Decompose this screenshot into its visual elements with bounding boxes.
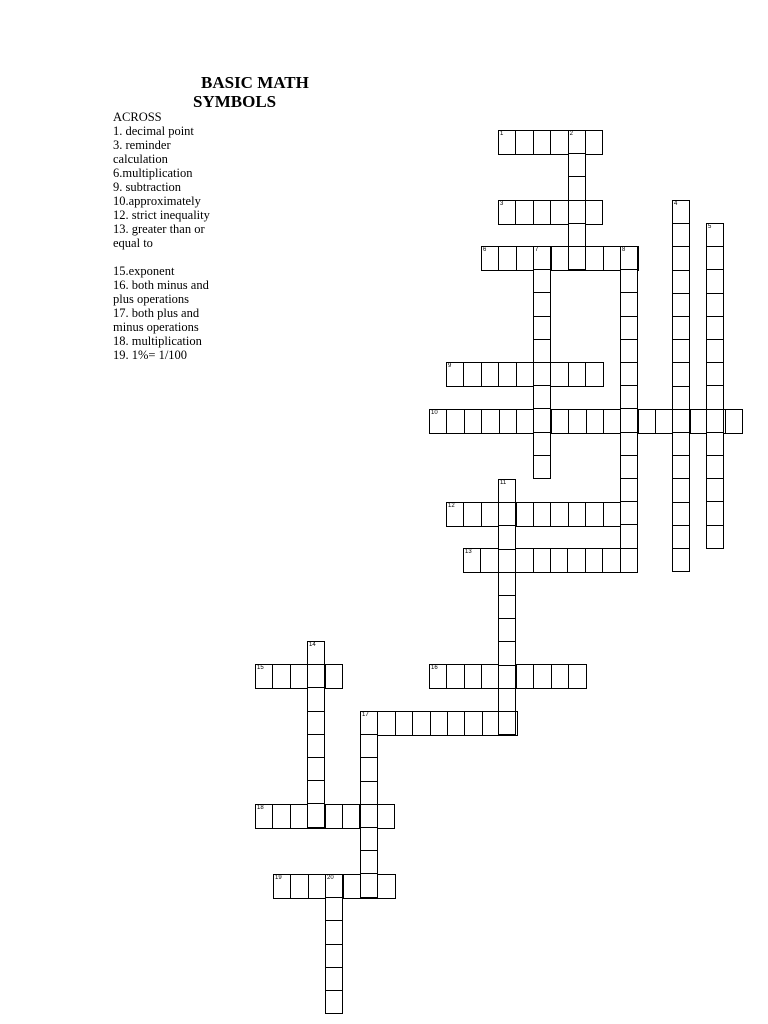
crossword-cell[interactable] [498,130,516,155]
crossword-cell[interactable] [498,595,516,619]
crossword-cell[interactable] [585,548,603,573]
clue-number: 17 [362,712,369,718]
crossword-cell[interactable] [620,408,638,432]
crossword-cell[interactable] [342,804,360,829]
crossword-cell[interactable] [672,502,690,526]
across-heading: ACROSS [113,110,162,124]
crossword-cell[interactable] [515,200,533,225]
crossword-cell[interactable] [360,734,378,758]
crossword-cell[interactable] [498,665,516,689]
crossword-cell[interactable] [585,362,603,387]
clue-line: 1. decimal point [113,124,194,138]
crossword-cell[interactable] [620,316,638,340]
crossword-cell[interactable] [533,362,551,387]
crossword-cell[interactable] [412,711,430,736]
crossword-cell[interactable] [307,780,325,804]
crossword-cell[interactable] [603,246,621,271]
crossword-cell[interactable] [377,874,395,899]
clue-number: 14 [309,642,316,648]
crossword-cell[interactable] [533,432,551,456]
crossword-cell[interactable] [567,548,585,573]
clue-line: 10.approximately [113,194,201,208]
clue-number: 15 [257,665,264,671]
crossword-cell[interactable] [568,176,586,200]
clue-number: 19 [275,875,282,881]
crossword-cell[interactable] [568,362,586,387]
crossword-cell[interactable] [672,386,690,410]
crossword-cell[interactable] [498,200,516,225]
crossword-cell[interactable] [620,478,638,502]
clue-line: 6.multiplication [113,166,193,180]
crossword-cell[interactable] [481,664,499,689]
crossword-cell[interactable] [498,711,516,735]
clue-number: 13 [465,549,472,555]
crossword-cell[interactable] [498,572,516,596]
crossword-cell[interactable] [307,757,325,781]
crossword-cell[interactable] [360,804,378,828]
clue-number: 3 [500,201,504,207]
crossword-cell[interactable] [672,270,690,294]
clue-line: calculation [113,152,168,166]
crossword-cell[interactable] [533,200,551,225]
crossword-cell[interactable] [325,804,343,829]
crossword-cell[interactable] [568,664,586,689]
crossword-cell[interactable] [672,293,690,317]
crossword-cell[interactable] [706,223,724,247]
crossword-cell[interactable] [706,362,724,386]
crossword-cell[interactable] [273,874,291,899]
crossword-cell[interactable] [533,246,551,270]
crossword-cell[interactable] [706,525,724,549]
crossword-cell[interactable] [706,246,724,270]
crossword-cell[interactable] [307,734,325,758]
crossword-cell[interactable] [638,409,656,434]
crossword-cell[interactable] [568,409,586,434]
crossword-cell[interactable] [620,548,638,573]
clue-line: minus operations [113,320,199,334]
clue-number: 2 [569,131,573,137]
crossword-cell[interactable] [481,502,499,527]
crossword-cell[interactable] [706,385,724,409]
clue-line: 18. multiplication [113,334,202,348]
crossword-cell[interactable] [429,664,447,689]
crossword-cell[interactable] [463,548,481,573]
crossword-cell[interactable] [395,711,413,736]
crossword-cell[interactable] [706,478,724,502]
crossword-cell[interactable] [307,641,325,665]
clue-line: 15.exponent [113,264,175,278]
clue-number: 20 [327,875,334,881]
crossword-cell[interactable] [308,874,326,899]
crossword-cell[interactable] [672,316,690,340]
crossword-cell[interactable] [672,362,690,386]
crossword-cell[interactable] [706,432,724,456]
crossword-cell[interactable] [516,502,534,527]
crossword-cell[interactable] [325,967,343,991]
crossword-cell[interactable] [586,409,604,434]
crossword-cell[interactable] [255,804,273,829]
crossword-cell[interactable] [498,641,516,665]
crossword-cell[interactable] [620,292,638,316]
clue-number: 4 [674,201,678,207]
crossword-cell[interactable] [568,246,586,270]
crossword-cell[interactable] [325,944,343,968]
clue-line: equal to [113,236,153,250]
crossword-cell[interactable] [360,850,378,874]
clue-number: 12 [448,503,455,509]
crossword-cell[interactable] [516,246,534,271]
crossword-cell[interactable] [620,362,638,386]
crossword-cell[interactable] [568,502,586,527]
crossword-cell[interactable] [446,664,464,689]
clue-number: 11 [500,480,507,486]
crossword-cell[interactable] [498,246,516,271]
crossword-cell[interactable] [620,501,638,525]
crossword-cell[interactable] [498,618,516,642]
crossword-cell[interactable] [307,664,325,688]
crossword-cell[interactable] [481,362,499,387]
crossword-cell[interactable] [516,664,534,689]
crossword-cell[interactable] [603,409,621,434]
crossword-cell[interactable] [290,874,308,899]
clue-line: 16. both minus and [113,278,209,292]
clue-line: 12. strict inequality [113,208,210,222]
crossword-cell[interactable] [325,920,343,944]
crossword-cell[interactable] [463,502,481,527]
crossword-cell[interactable] [498,479,516,503]
clue-number: 5 [708,224,712,230]
crossword-cell[interactable] [464,409,482,434]
crossword-cell[interactable] [706,455,724,479]
crossword-cell[interactable] [481,246,499,271]
crossword-cell[interactable] [602,548,620,573]
crossword-cell[interactable] [325,990,343,1014]
crossword-cell[interactable] [706,501,724,525]
crossword-cell[interactable] [551,246,569,271]
crossword-cell[interactable] [585,200,603,225]
crossword-cell[interactable] [307,803,325,827]
crossword-cell[interactable] [272,664,290,689]
puzzle-title-line1: BASIC MATH [201,73,309,92]
clue-number: 6 [483,247,487,253]
crossword-cell[interactable] [551,664,569,689]
crossword-cell[interactable] [307,711,325,735]
crossword-cell[interactable] [620,455,638,479]
crossword-cell[interactable] [290,804,308,829]
crossword-cell[interactable] [498,502,516,526]
crossword-cell[interactable] [480,548,498,573]
crossword-cell[interactable] [706,316,724,340]
crossword-cell[interactable] [672,409,690,433]
crossword-cell[interactable] [672,548,690,572]
crossword-cell[interactable] [655,409,673,434]
crossword-cell[interactable] [706,409,724,433]
clue-number: 1 [500,131,504,137]
clue-number: 8 [622,247,626,253]
crossword-cell[interactable] [447,711,465,736]
clue-number: 7 [535,247,539,253]
crossword-cell[interactable] [360,711,378,736]
crossword-cell[interactable] [620,524,638,548]
crossword-cell[interactable] [550,502,568,527]
crossword-cell[interactable] [498,525,516,549]
crossword-cell[interactable] [272,804,290,829]
crossword-cell[interactable] [568,223,586,247]
crossword-cell[interactable] [325,664,343,689]
crossword-cell[interactable] [533,292,551,316]
clue-number: 10 [431,410,438,416]
crossword-cell[interactable] [255,664,273,689]
crossword-cell[interactable] [620,269,638,293]
clue-line: 13. greater than or [113,222,205,236]
crossword-cell[interactable] [550,200,568,225]
crossword-cell[interactable] [533,269,551,293]
crossword-cell[interactable] [360,757,378,781]
crossword-cell[interactable] [568,200,586,224]
clue-line: 17. both plus and [113,306,200,320]
crossword-cell[interactable] [706,293,724,317]
crossword-cell[interactable] [446,362,464,387]
crossword-cell[interactable] [672,432,690,456]
crossword-cell[interactable] [585,502,603,527]
crossword-cell[interactable] [725,409,743,434]
crossword-cell[interactable] [533,548,551,573]
clue-line: 3. reminder [113,138,171,152]
crossword-cell[interactable] [360,827,378,851]
clue-number: 9 [448,363,452,369]
crossword-cell[interactable] [360,873,378,897]
crossword-cell[interactable] [377,711,395,736]
crossword-cell[interactable] [446,502,464,527]
crossword-cell[interactable] [516,362,534,387]
crossword-cell[interactable] [516,409,534,434]
crossword-cell[interactable] [568,130,586,155]
crossword-cell[interactable] [620,432,638,456]
crossword-cell[interactable] [463,362,481,387]
crossword-cell[interactable] [603,502,621,527]
crossword-cell[interactable] [672,455,690,479]
crossword-cell[interactable] [533,316,551,340]
crossword-cell[interactable] [515,130,533,155]
crossword-cell[interactable] [533,339,551,363]
crossword-cell[interactable] [706,339,724,363]
clue-line: 9. subtraction [113,180,182,194]
crossword-cell[interactable] [446,409,464,434]
crossword-cell[interactable] [672,478,690,502]
crossword-cell[interactable] [550,130,568,155]
crossword-cell[interactable] [307,687,325,711]
crossword-cell[interactable] [533,455,551,479]
crossword-cell[interactable] [620,339,638,363]
crossword-cell[interactable] [568,153,586,177]
crossword-cell[interactable] [533,385,551,409]
clue-line: 19. 1%= 1/100 [113,348,188,362]
crossword-cell[interactable] [672,223,690,247]
crossword-cell[interactable] [430,711,448,736]
crossword-cell[interactable] [672,525,690,549]
crossword-cell[interactable] [533,408,551,432]
crossword-cell[interactable] [343,874,361,899]
crossword-cell[interactable] [498,362,516,387]
crossword-cell[interactable] [672,246,690,270]
crossword-cell[interactable] [533,130,551,155]
crossword-cell[interactable] [551,409,569,434]
crossword-cell[interactable] [325,897,343,921]
crossword-cell[interactable] [464,711,482,736]
crossword-cell[interactable] [429,409,447,434]
crossword-cell[interactable] [550,362,568,387]
crossword-cell[interactable] [377,804,395,829]
crossword-cell[interactable] [620,246,638,270]
crossword-cell[interactable] [325,874,343,898]
clue-number: 18 [257,805,264,811]
crossword-cell[interactable] [706,269,724,293]
crossword-cell[interactable] [620,385,638,409]
crossword-cell[interactable] [672,339,690,363]
crossword-cell[interactable] [672,200,690,224]
crossword-cell[interactable] [498,688,516,712]
clue-line: plus operations [113,292,190,306]
crossword-cell[interactable] [360,781,378,805]
crossword-cell[interactable] [290,664,308,689]
crossword-cell[interactable] [585,130,603,155]
crossword-cell[interactable] [533,502,551,527]
puzzle-title-line2: SYMBOLS [193,92,277,111]
clue-number: 16 [431,665,438,671]
crossword-cell[interactable] [515,548,533,573]
crossword-cell[interactable] [585,246,603,271]
crossword-cell[interactable] [550,548,568,573]
crossword-cell[interactable] [464,664,482,689]
crossword-cell[interactable] [498,549,516,573]
crossword-cell[interactable] [499,409,517,434]
crossword-cell[interactable] [533,664,551,689]
crossword-cell[interactable] [481,409,499,434]
